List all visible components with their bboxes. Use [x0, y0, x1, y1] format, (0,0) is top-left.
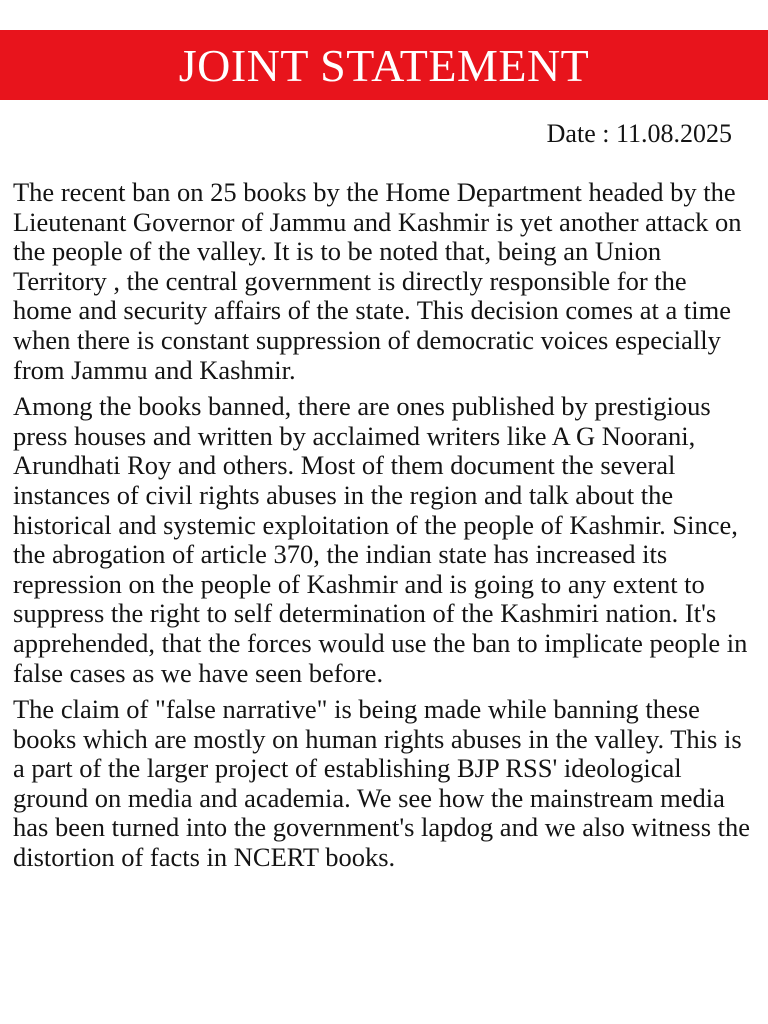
header-banner [0, 30, 768, 100]
document-title: JOINT STATEMENT [178, 40, 590, 91]
statement-date: Date : 11.08.2025 [546, 119, 732, 148]
paragraph-banned-books: Among the books banned, there are ones published by prestigious press houses and written by acclaimed writers like A G Noorani, Arundhati Roy and others. Most of them document the several instances of civil rights abuses in the region and talk about the historical and systemic exploitation of the people of Kashmir. Since, the abrogation of article 370, the indian state has increased its repression on the people of Kashmir and is going to any extent to suppress the right to self determination of the Kashmiri nation. It's apprehended, that the forces would use the ban to implicate people in false cases as we have seen before. [13, 391, 748, 688]
paragraph-book-ban: The recent ban on 25 books by the Home Department headed by the Lieutenant Governor of Jammu and Kashmir is yet another attack on the people of the valley. It is to be noted that, being an Union Territory , the central government is directly responsible for the home and security affairs of the state. This decision comes at a time when there is constant suppression of democratic voices especially from Jammu and Kashmir. [13, 177, 742, 385]
paragraph-false-narrative: The claim of "false narrative" is being made while banning these books which are mostly on human rights abuses in the valley. This is a part of the larger project of establishing BJP RSS' ideological ground on media and academia. We see how the mainstream media has been turned into the government's lapdog and we also witness the distortion of facts in NCERT books. [13, 694, 751, 873]
statement-body [13, 178, 751, 880]
